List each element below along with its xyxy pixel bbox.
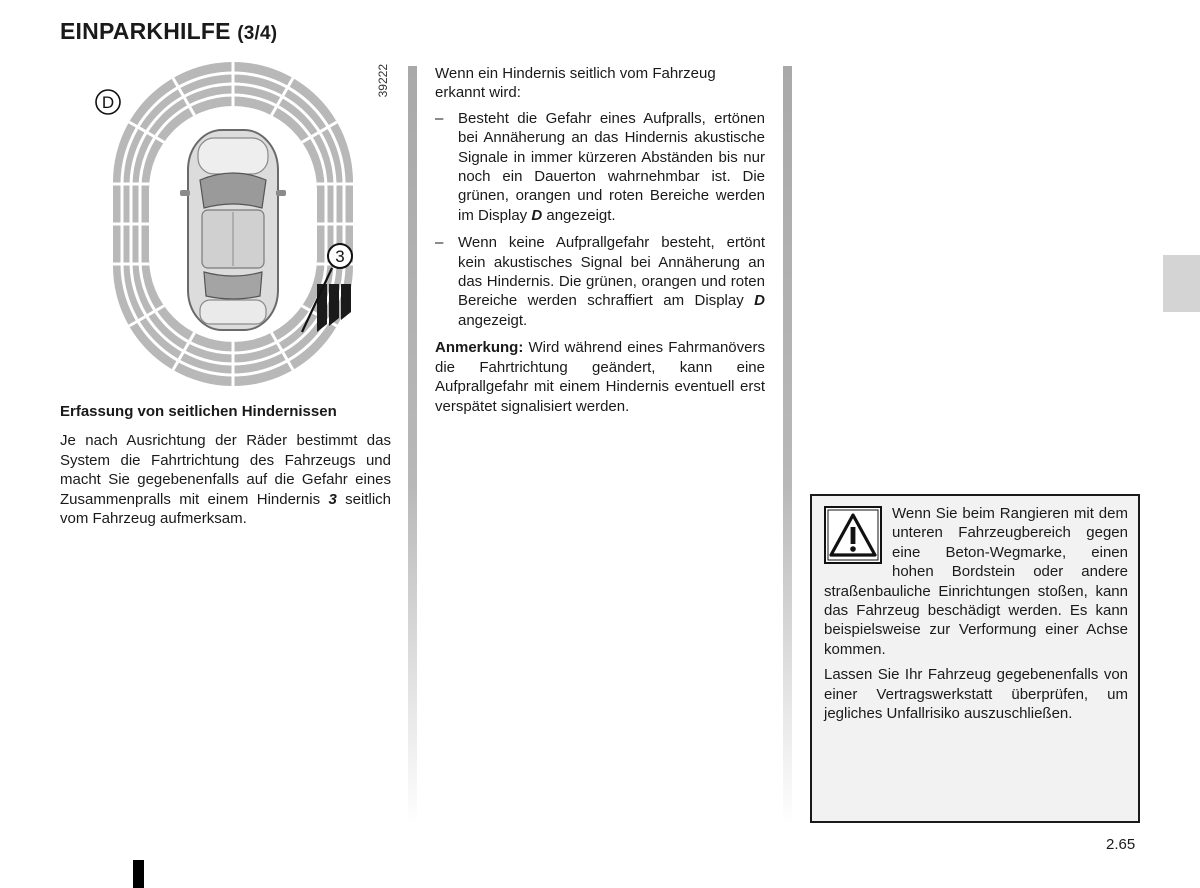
figure-code: 39222 <box>376 64 390 98</box>
title-main: EINPARKHILFE <box>60 18 231 44</box>
paragraph-ref-3: 3 <box>328 490 337 508</box>
page-number: 2.65 <box>1106 836 1136 853</box>
bullet2-text-end: angezeigt. <box>458 311 528 329</box>
bullet1-ref-d: D <box>531 206 543 224</box>
paragraph-text-end: seitlich vom Fahrzeug aufmerksam. <box>60 490 391 528</box>
warning-triangle-icon <box>824 506 882 564</box>
section-heading: Erfassung von seitlichen Hindernissen <box>60 403 337 420</box>
callout-3-label: 3 <box>335 247 345 266</box>
parking-display-illustration <box>80 62 380 402</box>
left-column <box>60 402 391 528</box>
page-edge-mark <box>133 860 144 888</box>
intro-text: Wenn ein Hindernis seitlich vom Fahrzeug erkannt wird: <box>435 65 716 102</box>
note-text: Wird während eines Fahrmanövers die Fahrtrichtung geändert, kann eine Aufprallgefahr mit einem Hindernis eventuell erst verspätet signalisiert werden. <box>435 339 765 415</box>
page-title <box>60 18 277 45</box>
bullet2-text: Wenn keine Aufprallgefahr besteht, ertönt kein akustisches Signal bei Annäherung an das Hindernis. Die grünen, orangen und roten Bereiche werden schraffiert am Display <box>458 234 765 310</box>
display-d-label: D <box>101 93 115 112</box>
title-subtitle: (3/4) <box>237 23 278 44</box>
note-paragraph <box>435 338 765 416</box>
column-divider-left <box>408 66 417 826</box>
bullet2-ref-d: D <box>754 292 765 310</box>
section-paragraph <box>60 431 391 528</box>
warning-paragraph-2: Lassen Sie Ihr Fahrzeug gegebenenfalls von einer Vertragswerkstatt überprüfen, um jegliches Unfallrisiko auszuschließen. <box>824 666 1128 723</box>
list-item-text <box>458 109 765 225</box>
chapter-tab-marker <box>1163 255 1200 312</box>
parking-display-figure <box>80 62 400 402</box>
paragraph-text: Je nach Ausrichtung der Räder bestimmt das System die Fahrtrichtung des Fahrzeugs und macht Sie gegebenenfalls auf die Gefahr eines Zusammenpralls mit einem Hindernis <box>60 432 391 508</box>
list-item-text <box>458 233 765 330</box>
obstacle-zone-segment <box>341 284 351 320</box>
note-label: Anmerkung: <box>435 339 524 357</box>
bullet1-text-end: angezeigt. <box>542 206 616 224</box>
column-divider-right <box>783 66 792 826</box>
list-dash: – <box>435 109 444 127</box>
list-item <box>435 233 765 330</box>
warning-box <box>810 494 1140 823</box>
car-top-view-icon <box>180 130 286 330</box>
middle-column <box>435 64 765 422</box>
list-item <box>435 109 765 225</box>
bullet1-text: Besteht die Gefahr eines Aufpralls, ertönen bei Annäherung an das Hindernis akustische Signale in immer kürzeren Abständen bis nur noch ein Dauerton wahrnehmbar ist. Die grünen, orangen und roten Bereiche werden im Display <box>458 109 765 224</box>
warning-paragraph-1: Wenn Sie beim Rangieren mit dem unteren Fahrzeugbereich gegen eine Beton-Wegmarke, einen hohen Bordstein oder andere straßenbauliche Einrichtungen stoßen, kann das Fahrzeug beschädigt werden. Es kann beispielsweise zur Verformung einer Achse kommen. <box>824 505 1128 658</box>
warning-content <box>824 504 1128 729</box>
list-dash: – <box>435 234 444 252</box>
